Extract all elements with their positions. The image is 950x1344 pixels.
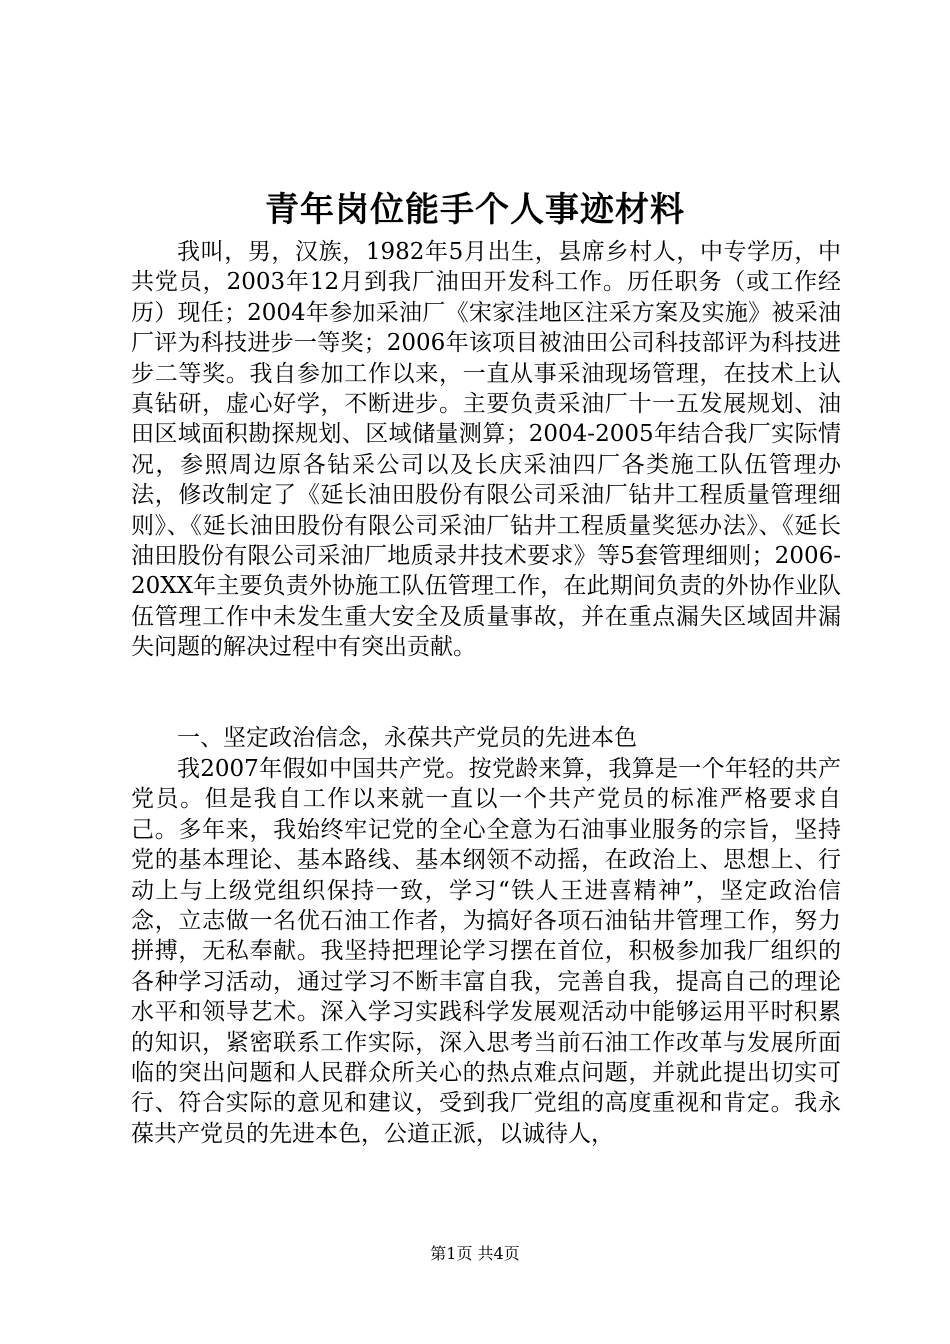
section-heading: 一、坚定政治信念，永葆共产党员的先进本色 bbox=[177, 725, 637, 751]
paragraph-intro: 我叫，男，汉族，1982年5月出生，县席乡村人，中专学历，中共党员，2003年12月到我厂油田开发科工作。历任职务（或工作经历）现任；2004年参加采油厂《宋家洼地区注采方案及实施》被采油厂评为科技进步一等奖；2006年该项目被油田公司科技部评为科技进步二等奖。我自参加工作以来，一直从事采油现场管理，在技术上认真钻研，虚心好学，不断进步。主要负责采油厂十一五发展规划、油田区域面积勘探规划、区域储量测算；2004-2005年结合我厂实际情况，参照周边原各钻采公司以及长庆采油四厂各类施工队伍管理办法，修改制定了《延长油田股份有限公司采油厂钻井工程质量管理细则》、《延长油田股份有限公司采油厂钻井工程质量奖惩办法》、《延长油田股份有限公司采油厂地质录井技术要求》等5套管理细则；2006-20XX年主要负责外协施工队伍管理工作，在此期间负责的外协作业队伍管理工作中未发生重大安全及质量事故，并在重点漏失区域固井漏失问题的解决过程中有突出贡献。 bbox=[131, 239, 841, 661]
paragraph-section-one: 我2007年假如中国共产党。按党龄来算，我算是一个年轻的共产党员。但是我自工作以来就一直以一个共产党员的标准严格要求自己。多年来，我始终牢记党的全心全意为石油事业服务的宗旨，坚持党的基本理论、基本路线、基本纲领不动摇，在政治上、思想上、行动上与上级党组织保持一致，学习“铁人王进喜精神”，坚定政治信念，立志做一名优石油工作者，为搞好各项石油钻井管理工作，努力拼搏，无私奉献。我坚持把理论学习摆在首位，积极参加我厂组织的各种学习活动，通过学习不断丰富自我，完善自我，提高自己的理论水平和领导艺术。深入学习实践科学发展观活动中能够运用平时积累的知识，紧密联系工作实际，深入思考当前石油工作改革与发展所面临的突出问题和人民群众所关心的热点难点问题，并就此提出切实可行、符合实际的意见和建议，受到我厂党组的高度重视和肯定。我永葆共产党员的先进本色，公道正派，以诚待人， bbox=[131, 756, 841, 1147]
document-title: 青年岗位能手个人事迹材料 bbox=[265, 190, 685, 230]
page-footer: 第1页 共4页 bbox=[430, 1244, 520, 1263]
